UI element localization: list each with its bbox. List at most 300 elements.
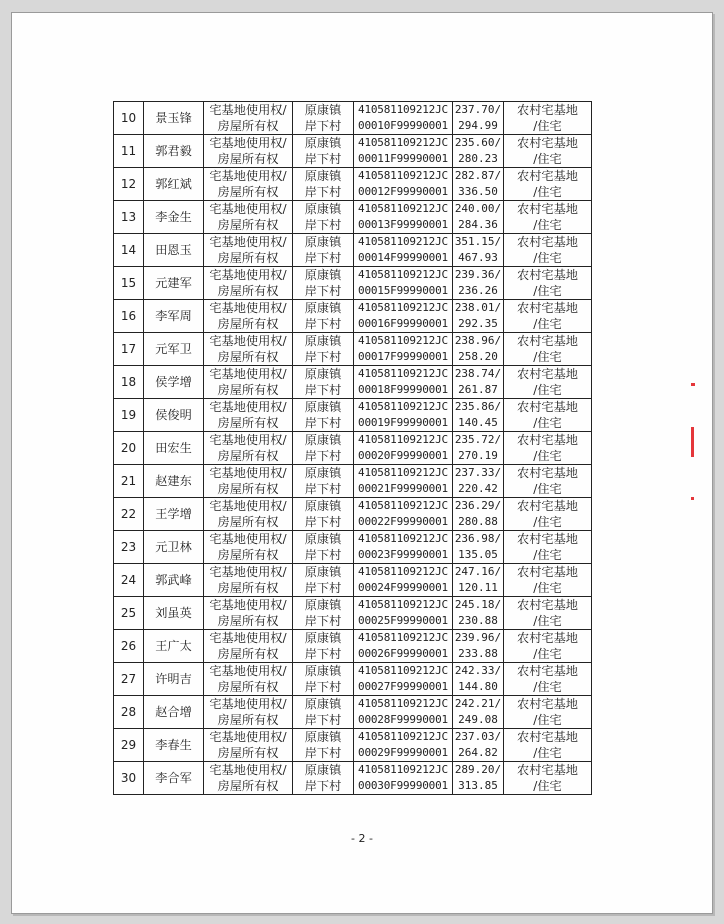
- owner-name-cell: [144, 696, 204, 729]
- area-text: 258.20: [458, 350, 498, 363]
- owner-name-cell: [144, 267, 204, 300]
- row-number-text: 16: [120, 309, 137, 323]
- right-type-cell: [204, 729, 293, 762]
- certificate-number-text: 410581109212JC: [358, 202, 448, 215]
- right-type-cell: [204, 696, 293, 729]
- area-text: 242.33/: [454, 664, 502, 677]
- land-use-text: 农村宅基地: [517, 235, 578, 249]
- certificate-number-cell: [354, 498, 453, 531]
- table-row: [114, 234, 592, 267]
- row-number-cell: [114, 696, 144, 729]
- right-type-text: 宅基地使用权/: [209, 499, 287, 513]
- table-row: [114, 729, 592, 762]
- row-number-cell: [114, 663, 144, 696]
- right-type-cell: [204, 663, 293, 696]
- owner-name-text: 赵建东: [155, 474, 192, 488]
- land-use-text: /住宅: [533, 482, 562, 496]
- land-use-text: /住宅: [533, 746, 562, 760]
- land-use-text: /住宅: [533, 284, 562, 298]
- area-text: 247.16/: [454, 565, 502, 578]
- area-text: 351.15/: [454, 235, 502, 248]
- land-use-text: /住宅: [533, 647, 562, 661]
- row-number-cell: [114, 135, 144, 168]
- row-number-text: 28: [120, 705, 137, 719]
- owner-name-cell: [144, 531, 204, 564]
- table-row: [114, 465, 592, 498]
- row-number-text: 19: [120, 408, 137, 422]
- area-text: 245.18/: [454, 598, 502, 611]
- right-type-cell: [204, 564, 293, 597]
- area-cell: [453, 399, 504, 432]
- table-row: [114, 762, 592, 795]
- property-rights-table: [113, 101, 592, 795]
- location-cell: [293, 531, 354, 564]
- location-text: 原康镇: [304, 499, 342, 513]
- area-text: 242.21/: [454, 697, 502, 710]
- certificate-number-cell: [354, 168, 453, 201]
- land-use-cell: [504, 696, 592, 729]
- area-text: 270.19: [458, 449, 498, 462]
- row-number-cell: [114, 498, 144, 531]
- certificate-number-cell: [354, 201, 453, 234]
- land-use-text: /住宅: [533, 713, 562, 727]
- location-text: 原康镇: [304, 103, 342, 117]
- row-number-cell: [114, 201, 144, 234]
- certificate-number-text: 00013F99990001: [358, 218, 448, 231]
- owner-name-text: 侯俊明: [155, 408, 192, 422]
- table-row: [114, 597, 592, 630]
- location-text: 岸下村: [304, 449, 342, 463]
- right-type-text: 房屋所有权: [217, 614, 279, 628]
- land-use-cell: [504, 333, 592, 366]
- certificate-number-text: 00015F99990001: [358, 284, 448, 297]
- land-use-text: 农村宅基地: [517, 367, 578, 381]
- location-text: 岸下村: [304, 383, 342, 397]
- row-number-cell: [114, 762, 144, 795]
- right-type-cell: [204, 201, 293, 234]
- area-cell: [453, 597, 504, 630]
- certificate-number-text: 410581109212JC: [358, 268, 448, 281]
- row-number-text: 18: [120, 375, 137, 389]
- owner-name-cell: [144, 333, 204, 366]
- area-text: 249.08: [458, 713, 498, 726]
- location-text: 岸下村: [304, 251, 342, 265]
- stamp-edge-mark: [691, 427, 694, 457]
- right-type-cell: [204, 168, 293, 201]
- owner-name-cell: [144, 498, 204, 531]
- right-type-cell: [204, 399, 293, 432]
- land-use-cell: [504, 498, 592, 531]
- row-number-cell: [114, 267, 144, 300]
- area-cell: [453, 729, 504, 762]
- location-cell: [293, 201, 354, 234]
- owner-name-cell: [144, 465, 204, 498]
- row-number-text: 17: [120, 342, 137, 356]
- owner-name-text: 田宏生: [155, 441, 192, 455]
- location-text: 岸下村: [304, 548, 342, 562]
- area-text: 280.23: [458, 152, 498, 165]
- location-cell: [293, 168, 354, 201]
- certificate-number-text: 00023F99990001: [358, 548, 448, 561]
- land-use-text: 农村宅基地: [517, 268, 578, 282]
- table-row: [114, 366, 592, 399]
- right-type-cell: [204, 135, 293, 168]
- right-type-text: 宅基地使用权/: [209, 598, 287, 612]
- land-use-cell: [504, 729, 592, 762]
- row-number-text: 13: [120, 210, 137, 224]
- row-number-text: 12: [120, 177, 137, 191]
- right-type-cell: [204, 333, 293, 366]
- row-number-text: 10: [120, 111, 137, 125]
- certificate-number-text: 410581109212JC: [358, 565, 448, 578]
- right-type-text: 宅基地使用权/: [209, 169, 287, 183]
- land-use-text: /住宅: [533, 614, 562, 628]
- certificate-number-cell: [354, 696, 453, 729]
- location-text: 原康镇: [304, 235, 342, 249]
- area-cell: [453, 234, 504, 267]
- certificate-number-text: 410581109212JC: [358, 466, 448, 479]
- location-text: 原康镇: [304, 664, 342, 678]
- location-cell: [293, 729, 354, 762]
- certificate-number-text: 00012F99990001: [358, 185, 448, 198]
- land-use-cell: [504, 465, 592, 498]
- right-type-text: 宅基地使用权/: [209, 763, 287, 777]
- area-cell: [453, 366, 504, 399]
- area-text: 235.72/: [454, 433, 502, 446]
- right-type-text: 宅基地使用权/: [209, 202, 287, 216]
- right-type-text: 宅基地使用权/: [209, 433, 287, 447]
- location-text: 岸下村: [304, 482, 342, 496]
- right-type-text: 房屋所有权: [217, 251, 279, 265]
- certificate-number-text: 00010F99990001: [358, 119, 448, 132]
- area-text: 282.87/: [454, 169, 502, 182]
- certificate-number-text: 410581109212JC: [358, 301, 448, 314]
- area-text: 239.36/: [454, 268, 502, 281]
- certificate-number-text: 00029F99990001: [358, 746, 448, 759]
- owner-name-text: 李金生: [155, 210, 192, 224]
- owner-name-text: 李军周: [155, 309, 192, 323]
- owner-name-cell: [144, 300, 204, 333]
- location-text: 岸下村: [304, 416, 342, 430]
- land-use-text: 农村宅基地: [517, 499, 578, 513]
- area-text: 233.88: [458, 647, 498, 660]
- land-use-text: /住宅: [533, 350, 562, 364]
- right-type-text: 宅基地使用权/: [209, 466, 287, 480]
- area-text: 236.26: [458, 284, 498, 297]
- row-number-text: 22: [120, 507, 137, 521]
- location-cell: [293, 762, 354, 795]
- certificate-number-cell: [354, 432, 453, 465]
- certificate-number-text: 410581109212JC: [358, 334, 448, 347]
- right-type-cell: [204, 531, 293, 564]
- row-number-cell: [114, 366, 144, 399]
- land-use-text: /住宅: [533, 218, 562, 232]
- row-number-cell: [114, 300, 144, 333]
- area-text: 313.85: [458, 779, 498, 792]
- right-type-text: 房屋所有权: [217, 680, 279, 694]
- land-use-text: 农村宅基地: [517, 334, 578, 348]
- certificate-number-text: 00028F99990001: [358, 713, 448, 726]
- certificate-number-text: 410581109212JC: [358, 433, 448, 446]
- land-use-text: /住宅: [533, 548, 562, 562]
- row-number-cell: [114, 399, 144, 432]
- land-use-cell: [504, 300, 592, 333]
- land-use-text: 农村宅基地: [517, 697, 578, 711]
- right-type-text: 房屋所有权: [217, 515, 279, 529]
- area-text: 280.88: [458, 515, 498, 528]
- right-type-text: 宅基地使用权/: [209, 565, 287, 579]
- table-row: [114, 564, 592, 597]
- land-use-text: /住宅: [533, 515, 562, 529]
- table-row: [114, 300, 592, 333]
- owner-name-text: 郭君毅: [155, 144, 192, 158]
- area-cell: [453, 267, 504, 300]
- area-text: 467.93: [458, 251, 498, 264]
- owner-name-cell: [144, 135, 204, 168]
- row-number-text: 25: [120, 606, 137, 620]
- certificate-number-text: 00014F99990001: [358, 251, 448, 264]
- location-text: 岸下村: [304, 284, 342, 298]
- owner-name-text: 刘虽英: [155, 606, 192, 620]
- location-text: 岸下村: [304, 119, 342, 133]
- row-number-text: 30: [120, 771, 137, 785]
- right-type-text: 宅基地使用权/: [209, 664, 287, 678]
- right-type-text: 宅基地使用权/: [209, 367, 287, 381]
- table-row: [114, 201, 592, 234]
- location-text: 岸下村: [304, 746, 342, 760]
- owner-name-text: 郭武峰: [155, 573, 192, 587]
- land-use-text: 农村宅基地: [517, 466, 578, 480]
- location-text: 原康镇: [304, 367, 342, 381]
- area-text: 237.70/: [454, 103, 502, 116]
- table-row: [114, 498, 592, 531]
- location-cell: [293, 102, 354, 135]
- right-type-cell: [204, 762, 293, 795]
- owner-name-text: 侯学增: [155, 375, 192, 389]
- area-cell: [453, 498, 504, 531]
- land-use-cell: [504, 267, 592, 300]
- location-text: 岸下村: [304, 515, 342, 529]
- location-text: 原康镇: [304, 466, 342, 480]
- land-use-cell: [504, 630, 592, 663]
- location-text: 原康镇: [304, 136, 342, 150]
- right-type-cell: [204, 630, 293, 663]
- owner-name-cell: [144, 234, 204, 267]
- land-use-text: /住宅: [533, 680, 562, 694]
- owner-name-cell: [144, 762, 204, 795]
- location-text: 原康镇: [304, 433, 342, 447]
- right-type-cell: [204, 432, 293, 465]
- certificate-number-text: 410581109212JC: [358, 400, 448, 413]
- certificate-number-text: 00022F99990001: [358, 515, 448, 528]
- right-type-cell: [204, 234, 293, 267]
- location-text: 岸下村: [304, 680, 342, 694]
- certificate-number-text: 410581109212JC: [358, 697, 448, 710]
- page-number: - 2 -: [351, 832, 373, 845]
- location-cell: [293, 663, 354, 696]
- land-use-cell: [504, 168, 592, 201]
- land-use-text: 农村宅基地: [517, 532, 578, 546]
- row-number-cell: [114, 630, 144, 663]
- land-use-text: /住宅: [533, 119, 562, 133]
- certificate-number-text: 410581109212JC: [358, 103, 448, 116]
- row-number-text: 24: [120, 573, 137, 587]
- land-use-text: 农村宅基地: [517, 301, 578, 315]
- location-cell: [293, 498, 354, 531]
- row-number-text: 15: [120, 276, 137, 290]
- location-text: 原康镇: [304, 334, 342, 348]
- right-type-cell: [204, 465, 293, 498]
- area-text: 264.82: [458, 746, 498, 759]
- table-row: [114, 399, 592, 432]
- land-use-text: 农村宅基地: [517, 103, 578, 117]
- table-row: [114, 267, 592, 300]
- area-text: 235.60/: [454, 136, 502, 149]
- land-use-cell: [504, 201, 592, 234]
- location-cell: [293, 630, 354, 663]
- right-type-text: 宅基地使用权/: [209, 631, 287, 645]
- certificate-number-cell: [354, 465, 453, 498]
- right-type-text: 房屋所有权: [217, 119, 279, 133]
- right-type-text: 宅基地使用权/: [209, 301, 287, 315]
- owner-name-text: 元卫林: [155, 540, 192, 554]
- location-text: 原康镇: [304, 598, 342, 612]
- right-type-text: 房屋所有权: [217, 746, 279, 760]
- area-text: 238.96/: [454, 334, 502, 347]
- certificate-number-text: 00020F99990001: [358, 449, 448, 462]
- area-cell: [453, 135, 504, 168]
- area-text: 237.33/: [454, 466, 502, 479]
- row-number-text: 23: [120, 540, 137, 554]
- table-row: [114, 531, 592, 564]
- area-text: 120.11: [458, 581, 498, 594]
- area-cell: [453, 201, 504, 234]
- land-use-text: /住宅: [533, 449, 562, 463]
- location-text: 原康镇: [304, 169, 342, 183]
- location-text: 原康镇: [304, 400, 342, 414]
- location-text: 原康镇: [304, 202, 342, 216]
- certificate-number-cell: [354, 663, 453, 696]
- certificate-number-text: 00019F99990001: [358, 416, 448, 429]
- location-text: 原康镇: [304, 565, 342, 579]
- area-cell: [453, 333, 504, 366]
- land-use-text: /住宅: [533, 383, 562, 397]
- certificate-number-text: 00011F99990001: [358, 152, 448, 165]
- row-number-text: 20: [120, 441, 137, 455]
- row-number-text: 21: [120, 474, 137, 488]
- area-cell: [453, 432, 504, 465]
- land-use-text: 农村宅基地: [517, 763, 578, 777]
- location-cell: [293, 135, 354, 168]
- area-cell: [453, 630, 504, 663]
- location-text: 岸下村: [304, 581, 342, 595]
- area-text: 284.36: [458, 218, 498, 231]
- row-number-cell: [114, 102, 144, 135]
- right-type-text: 房屋所有权: [217, 152, 279, 166]
- row-number-cell: [114, 564, 144, 597]
- right-type-cell: [204, 498, 293, 531]
- area-text: 220.42: [458, 482, 498, 495]
- right-type-text: 房屋所有权: [217, 284, 279, 298]
- right-type-cell: [204, 267, 293, 300]
- certificate-number-cell: [354, 300, 453, 333]
- certificate-number-text: 410581109212JC: [358, 499, 448, 512]
- land-use-text: 农村宅基地: [517, 400, 578, 414]
- area-text: 237.03/: [454, 730, 502, 743]
- certificate-number-text: 410581109212JC: [358, 367, 448, 380]
- land-use-text: 农村宅基地: [517, 169, 578, 183]
- owner-name-cell: [144, 399, 204, 432]
- area-cell: [453, 564, 504, 597]
- right-type-text: 房屋所有权: [217, 449, 279, 463]
- owner-name-cell: [144, 630, 204, 663]
- table-row: [114, 663, 592, 696]
- location-cell: [293, 597, 354, 630]
- land-use-text: 农村宅基地: [517, 631, 578, 645]
- right-type-text: 房屋所有权: [217, 581, 279, 595]
- area-text: 238.74/: [454, 367, 502, 380]
- location-cell: [293, 366, 354, 399]
- table-row: [114, 696, 592, 729]
- certificate-number-text: 410581109212JC: [358, 763, 448, 776]
- land-use-cell: [504, 432, 592, 465]
- owner-name-cell: [144, 366, 204, 399]
- row-number-cell: [114, 333, 144, 366]
- certificate-number-text: 00030F99990001: [358, 779, 448, 792]
- area-cell: [453, 696, 504, 729]
- area-text: 140.45: [458, 416, 498, 429]
- location-text: 岸下村: [304, 647, 342, 661]
- document-page: [11, 12, 713, 914]
- right-type-text: 房屋所有权: [217, 218, 279, 232]
- right-type-text: 宅基地使用权/: [209, 235, 287, 249]
- location-text: 岸下村: [304, 218, 342, 232]
- area-text: 292.35: [458, 317, 498, 330]
- row-number-cell: [114, 729, 144, 762]
- area-text: 235.86/: [454, 400, 502, 413]
- row-number-cell: [114, 531, 144, 564]
- table-row: [114, 135, 592, 168]
- location-text: 原康镇: [304, 268, 342, 282]
- location-text: 原康镇: [304, 730, 342, 744]
- certificate-number-cell: [354, 630, 453, 663]
- land-use-text: 农村宅基地: [517, 598, 578, 612]
- area-text: 294.99: [458, 119, 498, 132]
- row-number-cell: [114, 168, 144, 201]
- row-number-cell: [114, 432, 144, 465]
- area-text: 336.50: [458, 185, 498, 198]
- owner-name-cell: [144, 564, 204, 597]
- land-use-text: /住宅: [533, 416, 562, 430]
- area-cell: [453, 762, 504, 795]
- certificate-number-text: 00025F99990001: [358, 614, 448, 627]
- certificate-number-text: 00018F99990001: [358, 383, 448, 396]
- owner-name-text: 王广太: [155, 639, 192, 653]
- location-cell: [293, 234, 354, 267]
- location-cell: [293, 333, 354, 366]
- right-type-text: 房屋所有权: [217, 416, 279, 430]
- right-type-cell: [204, 597, 293, 630]
- location-cell: [293, 300, 354, 333]
- table-body: [114, 102, 592, 795]
- right-type-text: 宅基地使用权/: [209, 730, 287, 744]
- certificate-number-text: 410581109212JC: [358, 598, 448, 611]
- area-text: 289.20/: [454, 763, 502, 776]
- right-type-text: 宅基地使用权/: [209, 334, 287, 348]
- owner-name-cell: [144, 729, 204, 762]
- row-number-text: 27: [120, 672, 137, 686]
- owner-name-text: 景玉锋: [155, 111, 192, 125]
